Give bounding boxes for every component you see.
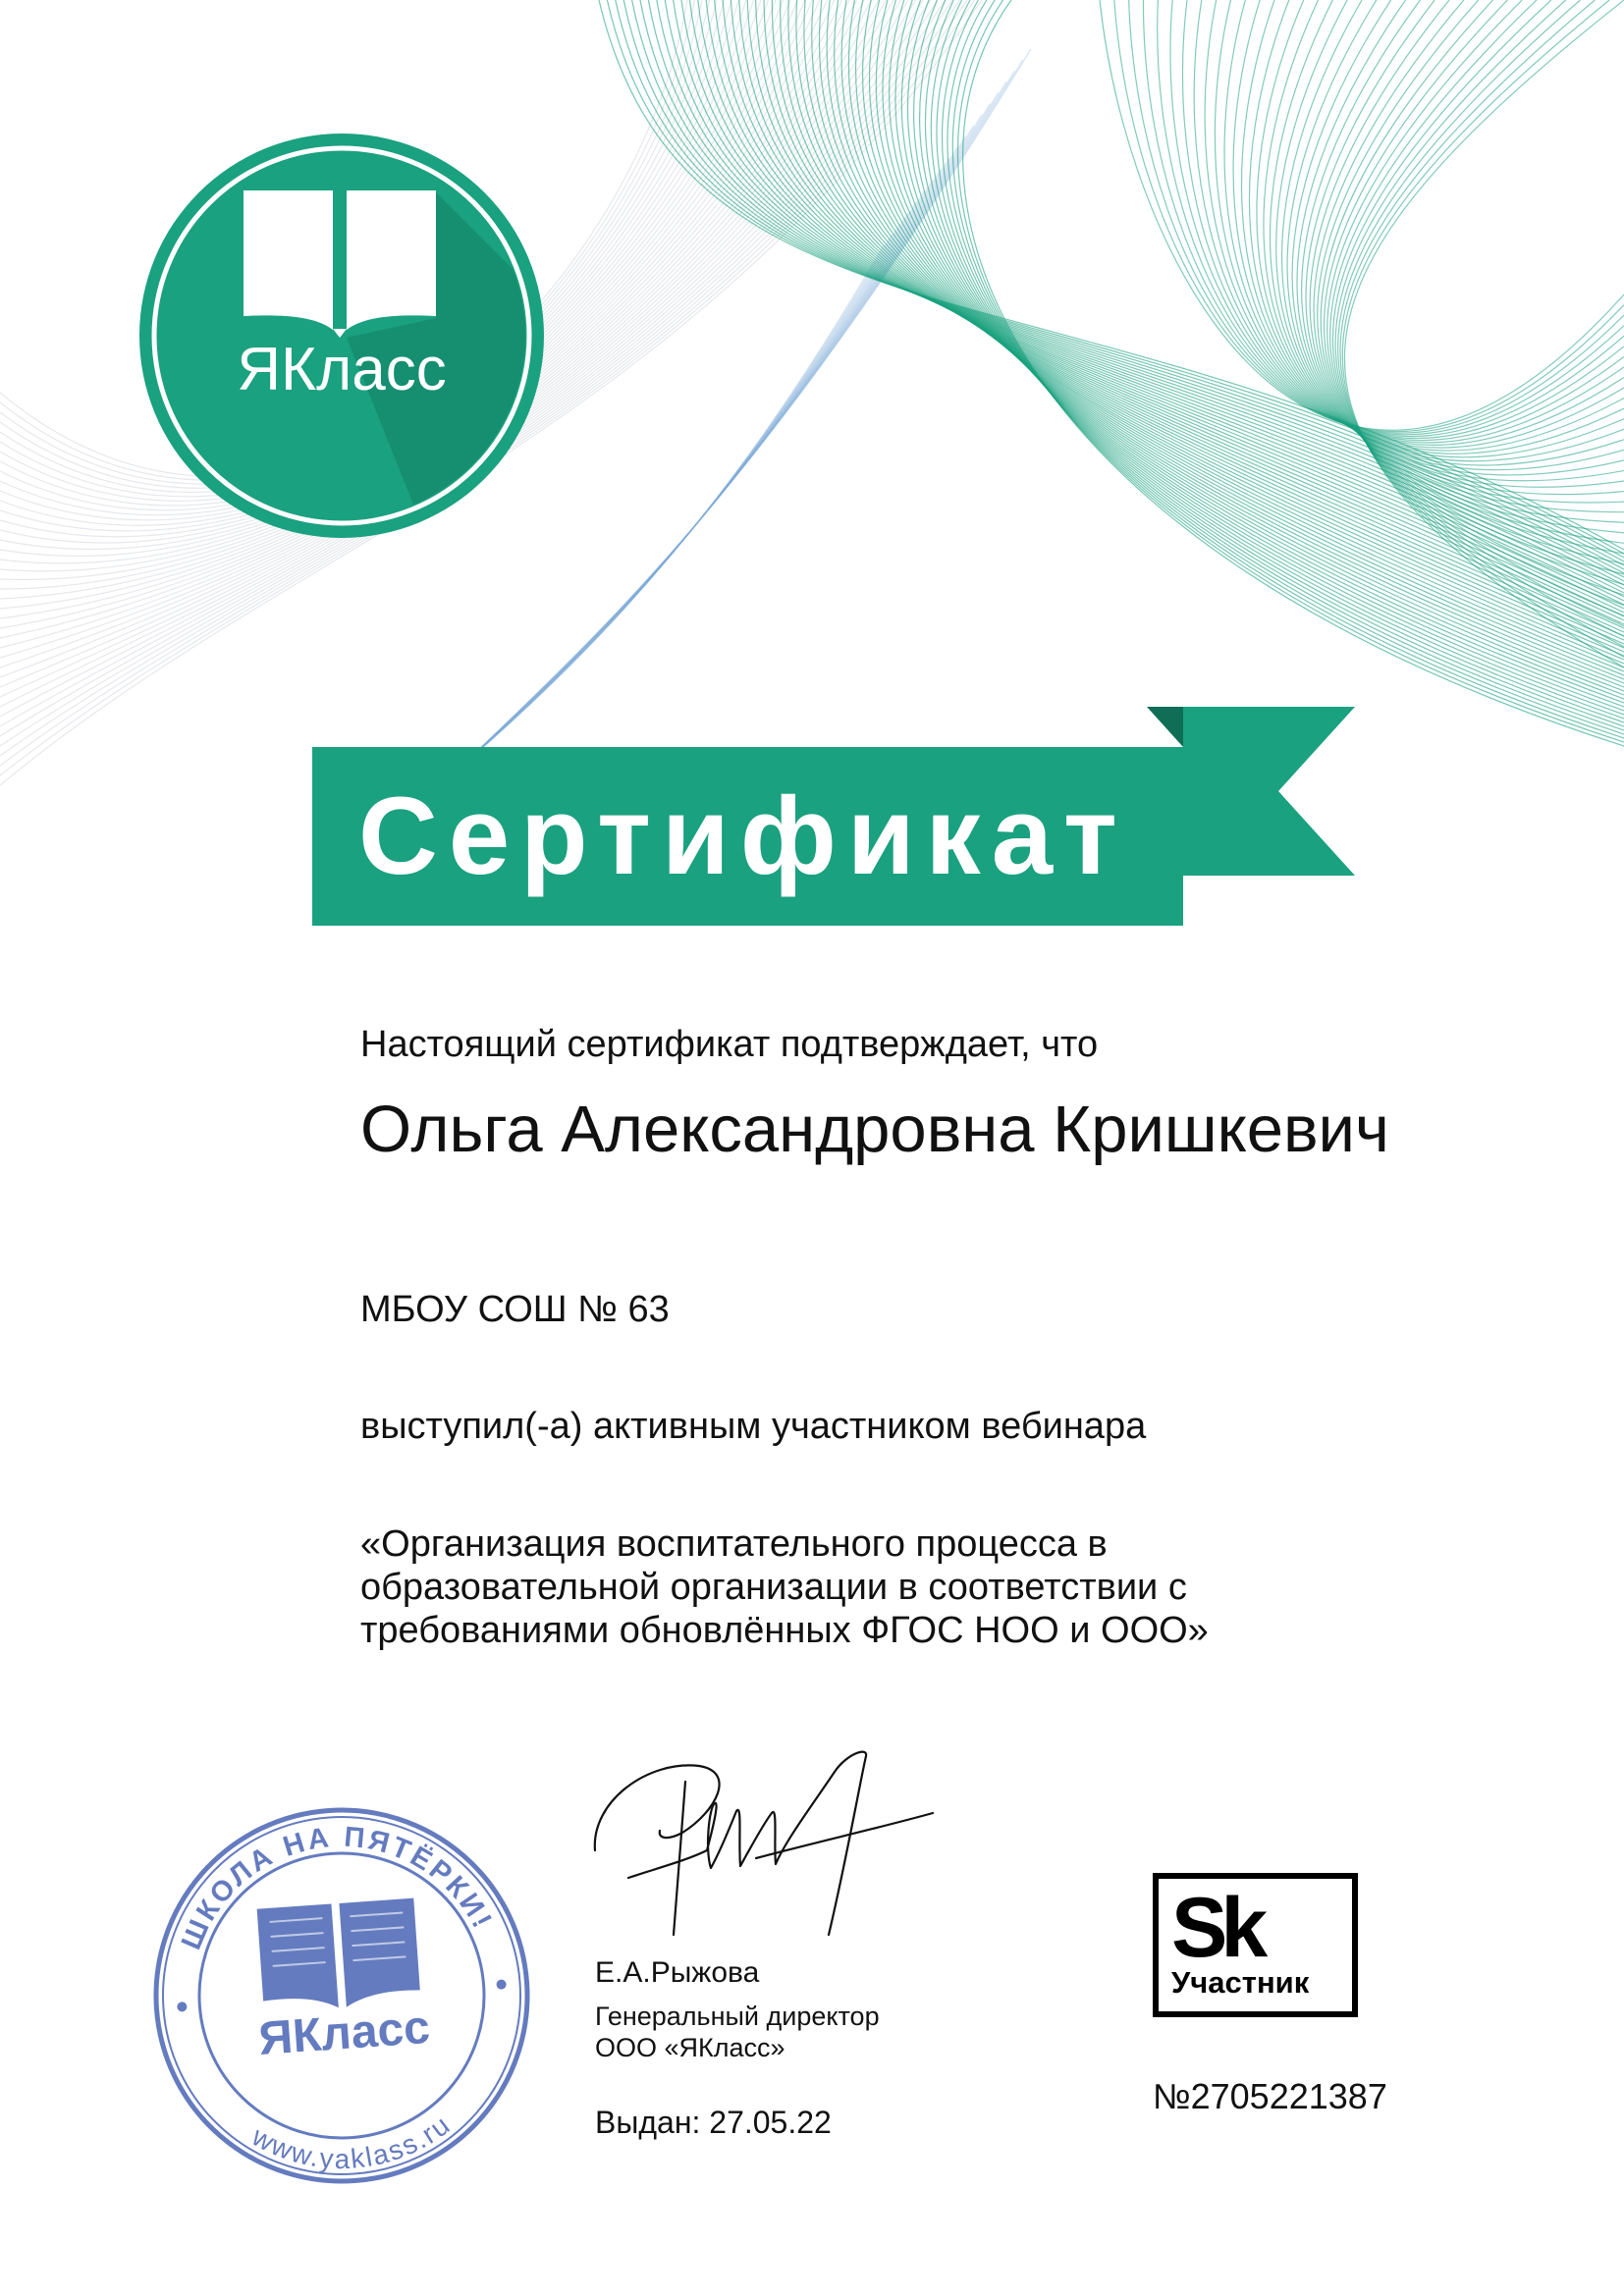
decorative-wave-line: [1143, 0, 1624, 435]
signatory-company: ООО «ЯКласс»: [595, 2033, 785, 2062]
stamp-separator-left: [177, 2002, 188, 2012]
stamp-outer-ring: [145, 1799, 538, 2192]
yaklass-stamp: [145, 1799, 538, 2192]
decorative-wave-line: [827, 0, 1624, 660]
decorative-wave-line: [1340, 0, 1624, 647]
banner-title: Сертификат: [358, 774, 1128, 897]
stamp-outer-inner-ring: [151, 1805, 533, 2187]
decorative-wave-line: [812, 0, 1624, 652]
signature: [589, 1742, 943, 1944]
webinar-title-line: требованиями обновлённых ФГОС НОО и ООО»: [360, 1610, 1209, 1651]
issue-date: Выдан: 27.05.22: [595, 2105, 832, 2140]
decorative-wave-line: [895, 0, 1624, 699]
decorative-wave-line: [1158, 0, 1624, 437]
decorative-wave-line: [1325, 0, 1624, 585]
webinar-title: [360, 1522, 1209, 1652]
certificate-intro: Настоящий сертификат подтверждает, что: [360, 1024, 1099, 1065]
webinar-title-line: «Организация воспитательного процесса в: [360, 1523, 1108, 1565]
stamp-separator-right: [496, 1979, 507, 1990]
banner-fold: [1147, 707, 1183, 747]
decorative-wave-line: [607, 0, 1624, 554]
signatory-name: Е.А.Рыжова: [595, 1956, 760, 1989]
certificate-number: №2705221387: [1153, 2076, 1387, 2116]
skolkovo-mark: Sk: [1171, 1881, 1262, 1975]
stamp-top-text: [168, 1811, 500, 1956]
stamp-top-text-path: ШКОЛА НА ПЯТЁРКИ!: [175, 1821, 499, 1954]
decorative-wave-line: [1182, 0, 1624, 441]
skolkovo-participant-badge: [1153, 1873, 1358, 2017]
yaklass-logo: [139, 133, 544, 538]
signatory-position: Генеральный директор: [595, 2002, 880, 2031]
banner-tail: [1183, 707, 1355, 876]
recipient-name: Ольга Александровна Кришкевич: [360, 1093, 1389, 1166]
skolkovo-label: Участник: [1171, 1965, 1310, 2000]
stamp-center-text: ЯКласс: [256, 2001, 432, 2065]
participation-text: выступил(-а) активным участником вебинара: [360, 1406, 1147, 1447]
webinar-title-line: образовательной организации в соответствии с: [360, 1567, 1187, 1608]
decorative-wave-line: [1342, 0, 1624, 657]
stamp-bottom-text-path: www.yaklass.ru: [246, 2109, 457, 2175]
logo-text: ЯКласс: [237, 336, 447, 403]
open-book-icon: [257, 1898, 421, 2013]
decorative-wave-line: [1194, 0, 1624, 443]
decorative-wave-line: [947, 0, 1624, 734]
recipient-organization: МБОУ СОШ № 63: [360, 1289, 670, 1330]
